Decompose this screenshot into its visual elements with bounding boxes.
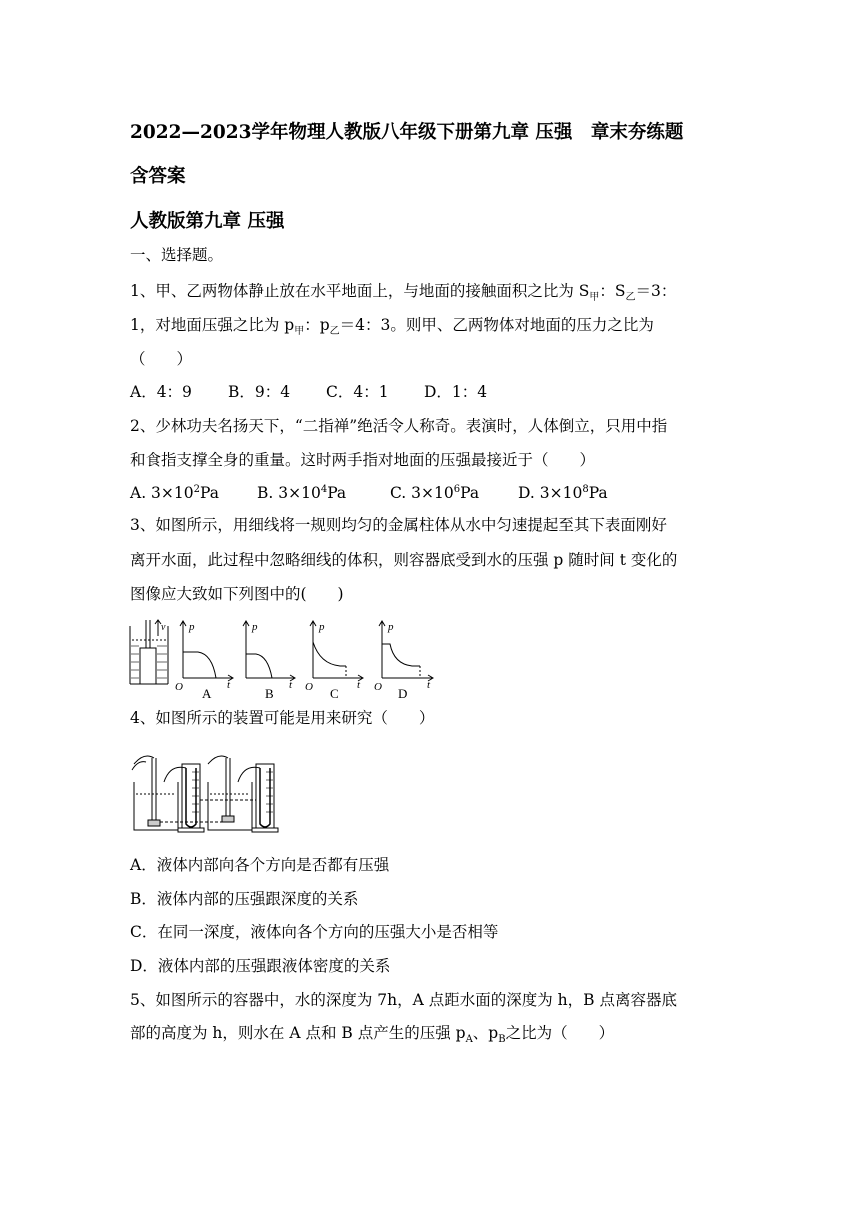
q5-text: 部的高度为 h，则水在 A 点和 B 点产生的压强 p bbox=[130, 1024, 466, 1042]
q1-option-b: B．9：4 bbox=[228, 383, 291, 401]
p-label: p bbox=[319, 621, 325, 633]
q2-option-c: C. $3\times 10^6Pa$ bbox=[390, 483, 480, 502]
graph-label-d: D bbox=[398, 686, 408, 701]
q5-line1: 5、如图所示的容器中，水的深度为 7h，A 点距水面的深度为 h，B 点离容器底 bbox=[130, 991, 677, 1009]
q4-line1: 4、如图所示的装置可能是用来研究（ ） bbox=[130, 709, 435, 727]
p-label: p bbox=[189, 621, 195, 633]
q1-sub-yi: 乙 bbox=[329, 326, 340, 338]
q3-line3: 图像应大致如下列图中的( ) bbox=[130, 585, 344, 603]
q1-text: ：S bbox=[599, 282, 626, 300]
graph-label-b: B bbox=[265, 686, 274, 701]
q5-text: 、p bbox=[472, 1024, 499, 1042]
q1-text: ＝4：3。则甲、乙两物体对地面的压力之比为 bbox=[339, 316, 654, 334]
t-label: t bbox=[357, 679, 361, 691]
q4-option-d: D．液体内部的压强跟液体密度的关系 bbox=[130, 957, 391, 975]
q2-option-a: A. $3\times 10^2Pa$ bbox=[130, 483, 219, 502]
q5-text: 之比为（ ） bbox=[505, 1024, 615, 1042]
origin-label: O bbox=[374, 681, 382, 693]
origin-label: O bbox=[175, 681, 183, 693]
graph-label-a: A bbox=[202, 686, 212, 701]
graph-b bbox=[243, 621, 295, 681]
graph-label-c: C bbox=[330, 686, 339, 701]
document-title-line1: 2022—2023学年物理人教版八年级下册第九章 压强 章末夯练题 bbox=[130, 122, 684, 143]
q4-option-c: C．在同一深度，液体向各个方向的压强大小是否相等 bbox=[130, 923, 499, 941]
origin-label: O bbox=[305, 681, 313, 693]
t-label: t bbox=[427, 679, 431, 691]
q1-line1 bbox=[130, 281, 677, 304]
q1-sub-jia: 甲 bbox=[589, 292, 600, 304]
q5-sub-b: B bbox=[498, 1034, 506, 1046]
q2-option-d: D. $3\times 10^8Pa$ bbox=[518, 483, 608, 502]
q2-line2: 和食指支撑全身的重量。这时两手指对地面的压强最接近于（ ） bbox=[130, 451, 596, 469]
q4-option-b: B．液体内部的压强跟深度的关系 bbox=[130, 890, 359, 908]
q1-option-a: A．4：9 bbox=[130, 383, 192, 401]
q4-apparatus-figure bbox=[130, 742, 280, 836]
q3-figure bbox=[128, 616, 440, 704]
q1-text: 1，对地面压强之比为 p bbox=[130, 316, 295, 334]
graph-a bbox=[180, 621, 233, 681]
q1-line2 bbox=[130, 315, 654, 338]
p-label: p bbox=[388, 621, 394, 633]
t-label: t bbox=[227, 679, 231, 691]
q1-line3: （ ） bbox=[130, 350, 193, 368]
document-title-line2: 含答案 bbox=[130, 166, 186, 187]
q1-options bbox=[130, 382, 487, 402]
q1-option-c: C．4：1 bbox=[326, 383, 389, 401]
q1-text: ：p bbox=[304, 316, 330, 334]
v-label: v bbox=[161, 622, 166, 633]
q5-sub-a: A bbox=[465, 1034, 473, 1046]
q2-option-b: B. $3\times 10^4Pa$ bbox=[257, 483, 347, 502]
q5-line2 bbox=[130, 1023, 615, 1046]
q1-sub-jia: 甲 bbox=[294, 326, 305, 338]
section-heading: 一、选择题。 bbox=[130, 246, 224, 264]
q1-text: ＝3： bbox=[635, 282, 677, 300]
p-label: p bbox=[252, 621, 258, 633]
q3-line1: 3、如图所示，用细线将一规则均匀的金属柱体从水中匀速提起至其下表面刚好 bbox=[130, 516, 667, 534]
q1-sub-yi: 乙 bbox=[625, 292, 636, 304]
q2-line1: 2、少林功夫名扬天下，“二指禅”绝活令人称奇。表演时，人体倒立，只用中指 bbox=[130, 417, 668, 435]
q4-option-a: A．液体内部向各个方向是否都有压强 bbox=[130, 856, 390, 874]
t-label: t bbox=[289, 679, 293, 691]
q3-line2: 离开水面，此过程中忽略细线的体积，则容器底受到水的压强 p 随时间 t 变化的 bbox=[130, 551, 678, 569]
graph-c bbox=[310, 621, 363, 681]
q1-option-d: D．1：4 bbox=[424, 383, 488, 401]
q1-text: 1、甲、乙两物体静止放在水平地面上，与地面的接触面积之比为 S bbox=[130, 282, 590, 300]
q2-options bbox=[130, 483, 608, 503]
chapter-subtitle: 人教版第九章 压强 bbox=[130, 211, 285, 232]
